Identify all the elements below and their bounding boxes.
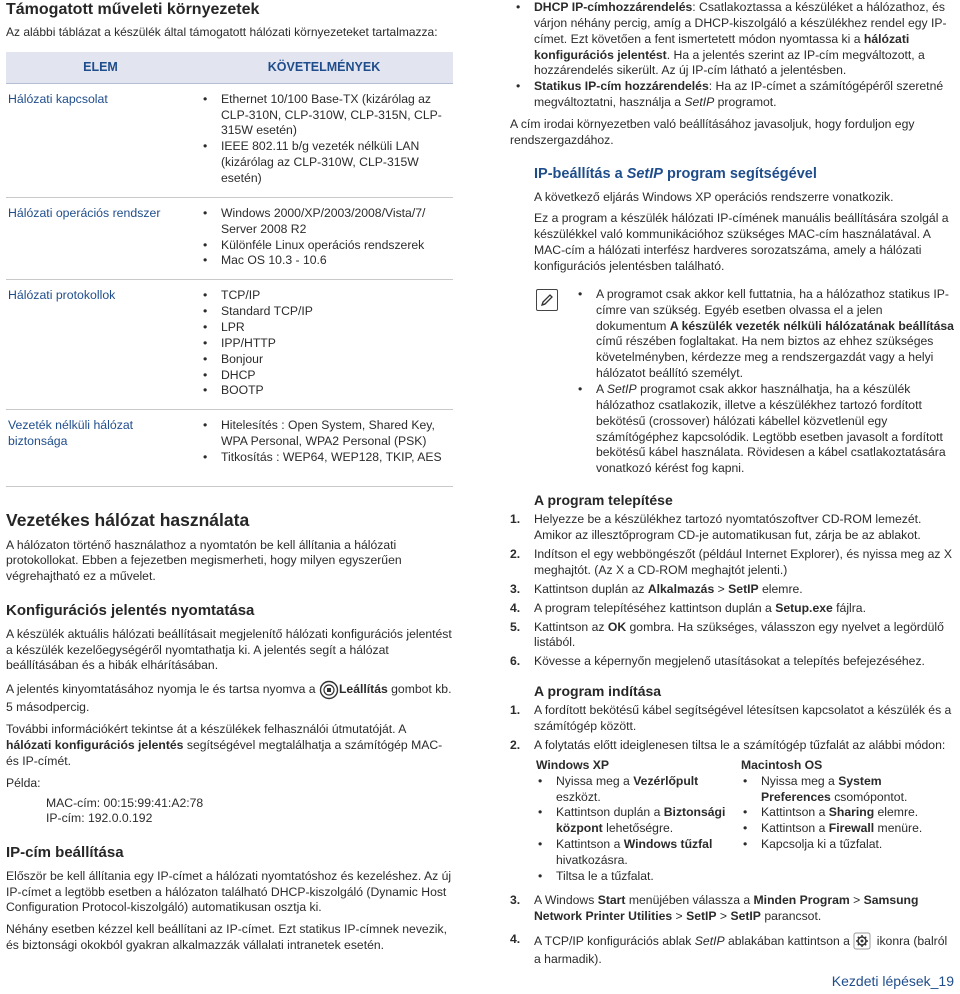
requirement-item: • Standard TCP/IP xyxy=(197,304,451,320)
list-item: 1. Helyezze be a készülékhez tartozó nyomtatószoftver CD-ROM lemezét. Amikor az illesztőprogram CD-je automatikusan fut, zárja be az ablakot. xyxy=(510,512,922,543)
list-item: • Nyissa meg a System Preferences csomópontot. xyxy=(737,774,942,806)
page-footer: Kezdeti lépések_19 xyxy=(831,973,954,989)
note-pencil-icon xyxy=(536,289,558,311)
example-ip: IP-cím: 192.0.0.192 xyxy=(46,811,153,826)
requirement-item: • DHCP xyxy=(197,368,451,384)
wired-text: A hálózaton történő használathoz a nyomtatón be kell állítania a hálózati protokollokat. Ebben a fejezetben megismerheti, hogy milyen egyszerűen végrehajtható ez a művelet. xyxy=(6,537,402,584)
windows-column xyxy=(532,758,737,885)
right-column xyxy=(510,0,955,968)
list-item: • Tiltsa le a tűzfalat. xyxy=(532,869,737,885)
list-item: 2. A folytatás előtt ideiglenesen tiltsa le a számítógép tűzfalát az alábbi módon: xyxy=(510,738,946,753)
table-row xyxy=(6,410,453,487)
list-item: • Kattintson duplán a Biztonsági központ lehetőségre. xyxy=(532,805,737,837)
requirement-item: • Mac OS 10.3 - 10.6 xyxy=(197,253,451,269)
list-item: • Kattintson a Sharing elemre. xyxy=(737,805,942,821)
dhcp-bullet: • DHCP IP-címhozzárendelés: Csatlakoztassa a készüléket a hálózathoz, és várjon néhány percig, amíg a DHCP-kiszolgáló a készülékhez rendel egy IP-címet. Ezt követően a fent ismertetett módon nyomtassa ki a hálózati konfigurációs jelentést. Ha a jelentés szerint az IP-cím megváltozott, a hozzárendelés sikerült. Az új IP-cím látható a jelentésben. xyxy=(510,0,955,79)
setip-para-1: A következő eljárás Windows XP operációs rendszerre vonatkozik. xyxy=(534,189,894,204)
note-box xyxy=(510,287,955,477)
mac-column xyxy=(737,758,942,885)
list-item: 3. A Windows Start menüjében válassza a Minden Program > Samsung Network Printer Utilities > SetIP > SetIP parancsot. xyxy=(510,892,919,923)
requirement-item: • Hitelesítés : Open System, Shared Key, WPA Personal, WPA2 Personal (PSK) xyxy=(197,418,451,450)
firewall-instructions xyxy=(510,758,955,885)
stop-button-icon xyxy=(319,680,339,700)
requirement-item: • Windows 2000/XP/2003/2008/Vista/7/ Server 2008 R2 xyxy=(197,206,451,238)
section-title-install: A program telepítése xyxy=(534,492,673,509)
environment-table xyxy=(6,52,453,486)
note-item: • A SetIP programot csak akkor használhatja, ha a készülék hálózathoz csatlakozik, illetve a készülékhez tartozó fordított bekötésű (crossover) hálózati kábellel közvetlenül egy számítógéphez kapcsolódik. Legtöbb esetben javasolt a fordított bekötésű kábel használata. Rövidesen a kábel csatlakoztatására vonatkozó kérést fog kapni. xyxy=(572,382,955,477)
ipset-text-1: Először be kell állítania egy IP-címet a hálózati nyomtatóshoz és kezeléshez. Az új IP-címet a legtöbb esetben a hálózaton található DHCP-kiszolgáló (Dynamic Host Configuration Protocol-kiszolgáló) automatikusan osztja ki. xyxy=(6,868,452,915)
list-item: 2. Indítson el egy webböngészőt (például Internet Explorer), és nyissa meg az X meghajtót. (Az X a CD-ROM meghajtót jelenti.) xyxy=(510,547,952,577)
list-item: • Kapcsolja ki a tűzfalat. xyxy=(737,837,942,853)
list-item: 4. A TCP/IP konfigurációs ablak SetIP ablakában kattintson a ikonra (balról a harmadik). xyxy=(510,932,948,967)
requirement-item: • LPR xyxy=(197,320,451,336)
requirement-item: • Titkosítás : WEP64, WEP128, TKIP, AES xyxy=(197,450,451,466)
table-row xyxy=(6,197,453,279)
row-item-wireless-security: Vezeték nélküli hálózat biztonsága xyxy=(6,410,195,487)
header-item: ELEM xyxy=(6,52,195,83)
row-item-network-os: Hálózati operációs rendszer xyxy=(6,197,195,279)
list-item: 1. A fordított bekötésű kábel segítségével létesítsen kapcsolatot a készülék és a számítógép között. xyxy=(510,703,952,734)
row-item-network-connection: Hálózati kapcsolat xyxy=(6,83,195,197)
static-ip-bullet: • Statikus IP-cím hozzárendelés: Ha az IP-címet a számítógépéről szeretné megváltoztatni, használja a SetIP programot. xyxy=(510,79,955,111)
section-title-config-report: Konfigurációs jelentés nyomtatása xyxy=(6,602,255,620)
start-steps xyxy=(510,703,955,754)
left-column xyxy=(6,0,453,954)
requirement-item: • Különféle Linux operációs rendszerek xyxy=(197,238,451,254)
ipset-text-2: Néhány esetben kézzel kell beállítani az IP-címet. Ezt statikus IP-címnek nevezik, és biztonsági okokból gyakran alkalmazzák vállalati intranetek esetén. xyxy=(6,922,447,953)
list-item: • Kattintson a Windows tűzfal hivatkozásra. xyxy=(532,837,737,869)
section-title-environments: Támogatott műveleti környezetek xyxy=(6,1,260,18)
setip-para-2: Ez a program a készülék hálózati IP-címének manuális beállítására szolgál a készülékkel való kommunikációhoz szükséges MAC-cím használatával. A MAC-cím a hálózati interfész hardveres sorozatszáma, amely a hálózati konfigurációs jelentésben található. xyxy=(534,211,949,274)
settings-icon xyxy=(853,932,873,952)
requirement-item: • Bonjour xyxy=(197,352,451,368)
section-title-wired: Vezetékes hálózat használata xyxy=(6,509,250,530)
note-item: • A programot csak akkor kell futtatnia, ha a hálózathoz statikus IP-címre van szükség. Egyéb esetben olvassa el a jelen dokumentum A készülék vezeték nélküli hálózatának beállítása című részében foglaltakat. Ha nem biztos az ehhez szükséges követelményben, kérdezze meg a rendszergazdát vagy a helyi hálózatot beállító személyt. xyxy=(572,287,955,382)
example-label: Példa: xyxy=(6,775,41,790)
install-steps xyxy=(510,512,955,670)
table-row xyxy=(6,83,453,197)
list-item: 4. A program telepítéséhez kattintson duplán a Setup.exe fájlra. xyxy=(510,600,866,615)
row-item-network-protocols: Hálózati protokollok xyxy=(6,280,195,410)
list-item: 5. Kattintson az OK gombra. Ha szükséges, válasszon egy nyelvet a legördülő listából. xyxy=(510,619,944,650)
header-requirements: KÖVETELMÉNYEK xyxy=(195,52,453,83)
list-item: • Nyissa meg a Vezérlőpult eszközt. xyxy=(532,774,737,806)
mac-title: Macintosh OS xyxy=(741,757,823,772)
list-item: 6. Kövesse a képernyőn megjelenő utasításokat a telepítés befejezéséhez. xyxy=(510,654,925,669)
requirement-item: • IEEE 802.11 b/g vezeték nélküli LAN (kizárólag az CLP-310W, CLP-315W esetén) xyxy=(197,139,451,187)
section-title-setip: IP-beállítás a SetIP program segítségével xyxy=(534,165,817,182)
list-item: • Kattintson a Firewall menüre. xyxy=(737,821,942,837)
list-item: 3. Kattintson duplán az Alkalmazás > SetIP elemre. xyxy=(510,581,803,596)
requirement-item: • Ethernet 10/100 Base-TX (kizárólag az CLP-310N, CLP-310W, CLP-315N, CLP-315W esetén) xyxy=(197,92,451,140)
section-title-start: A program indítása xyxy=(534,683,662,700)
office-text: A cím irodai környezetben való beállításához javasoljuk, hogy forduljon egy rendszergazdához. xyxy=(510,117,915,147)
requirement-item: • BOOTP xyxy=(197,383,451,399)
requirement-item: • TCP/IP xyxy=(197,288,451,304)
example-mac: MAC-cím: 00:15:99:41:A2:78 xyxy=(46,795,204,810)
requirement-item: • IPP/HTTP xyxy=(197,336,451,352)
windows-title: Windows XP xyxy=(536,757,610,772)
report-press-text: A jelentés kinyomtatásához nyomja le és tartsa nyomva a Leállítás gombot kb. 5 másodpercig. xyxy=(6,680,453,716)
more-info-text: További információkért tekintse át a készülékek felhasználói útmutatóját. A hálózati konfigurációs jelentés segítségével megtalálhatja a számítógép MAC- és IP-címét. xyxy=(6,722,443,768)
table-row xyxy=(6,280,453,410)
report-text: A készülék aktuális hálózati beállításait megjelenítő hálózati konfigurációs jelentést a készülék kezelőegységéről nyomtathatja ki. A jelentés segít a hálózat beállításában és a hibák elhárításában. xyxy=(6,626,452,673)
section-title-ip-setup: IP-cím beállítása xyxy=(6,844,124,862)
table-caption: Az alábbi táblázat a készülék által támogatott hálózati környezeteket tartalmazza: xyxy=(6,24,438,39)
